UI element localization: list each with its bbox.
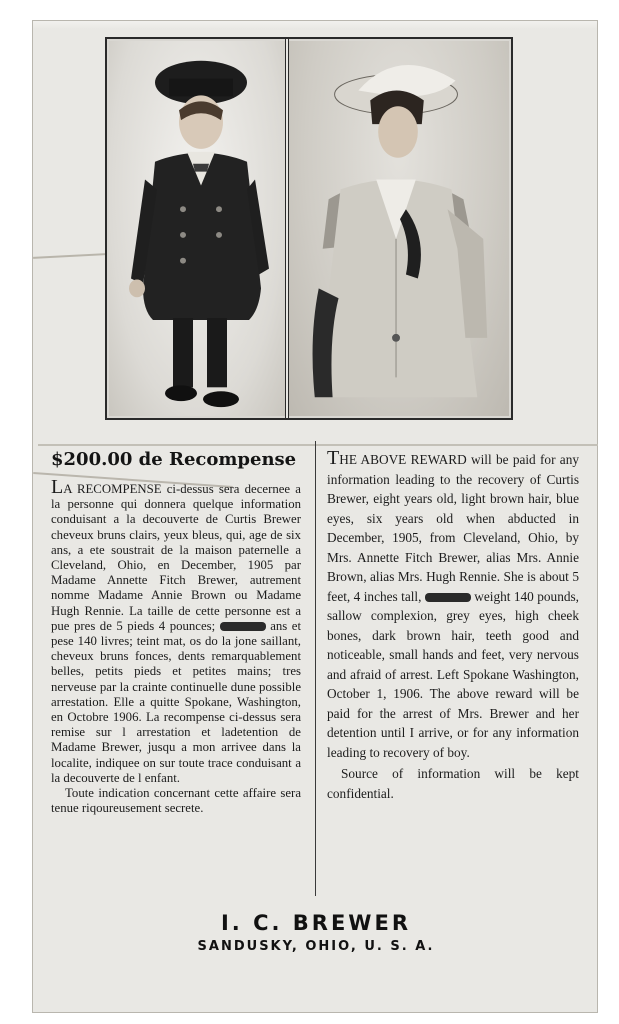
ink-smudge [425,593,471,602]
english-paragraph-part1: HE ABOVE REWARD will be paid for any information leading to the recovery of Curtis Brewer, eight years old, light brown hair, blue eyes, six years old when abducted in December, 1905, from Cleveland, Ohio, by Mrs. Annette Fitch Brewer, alias Mrs. Annie Brown, alias Mrs. Hugh Rennie. She is about 5 feet, 4 inches tall, [327,452,579,604]
signature-name: I. C. BREWER [220,911,411,935]
french-paragraph-part1: A RECOMPENSE ci-dessus sera decernee a la personne qui donnera quelque information conduisant a la decouverte de Curtis Brewer cheveux bruns clairs, yeux bleus, qui, age de six ans, a ete soustrait de la maison paternelle a Cleveland, Ohio, en December, 1905 par Madame Annette Fitch Brewer, autrement nomme Madame Annie Brown ou Madame Hugh Rennie. La taille de cette personne est a pue pres de 5 pieds 4 pounces; [51,482,301,633]
photo-frame [105,37,513,420]
reward-poster [32,20,598,1013]
english-closing-paragraph: Source of information will be kept confidential. [327,766,579,801]
woman-figure-icon [289,41,509,416]
french-title: $200.00 de Recompense [51,449,297,470]
french-closing-paragraph: Toute indication concernant cette affaire sera tenue riqoureusement secrete. [51,786,301,816]
ink-smudge [220,622,266,631]
column-divider [315,441,316,896]
english-paragraph-part2: weight 140 pounds, sallow complexion, grey eyes, high cheek bones, dark brown hair, teeth good and noticeable, small hands and feet, very nervous and afraid of arrest. Left Spokane Washington, October 1, 1906. The above reward will be paid for the arrest of Mrs. Brewer and her detention until I arrive, or for any information leading to recovery of boy. [327,588,579,760]
paper-crease [38,444,598,446]
boy-portrait-photo [109,41,285,416]
english-column [327,449,579,803]
signature-address: SANDUSKY, OHIO, U. S. A. [197,939,435,954]
english-paragraph [327,449,579,762]
woman-portrait-photo [289,41,509,416]
french-column [51,449,301,816]
french-drop-cap: L [51,476,64,498]
boy-figure-icon [109,41,285,416]
french-paragraph [51,476,302,786]
english-drop-cap: T [327,447,340,469]
french-paragraph-part2: ans et pese 140 livres; teint mat, os do la jone saillant, cheveux bruns fonces, dents remarquablement belles, petits pieds et petites mains; tres nerveuse par la crainte continuelle dune possible arrestation. Elle a quitte Spokane, Washington, en Octobre 1906. La recompense ci-dessus sera remise sur l arrestation et ladetention de Madame Brewer, jusqu a mon arrivee dans la localite, indiquee on sur toute trace conduisant a la decouverte de l enfant. [51,618,302,785]
